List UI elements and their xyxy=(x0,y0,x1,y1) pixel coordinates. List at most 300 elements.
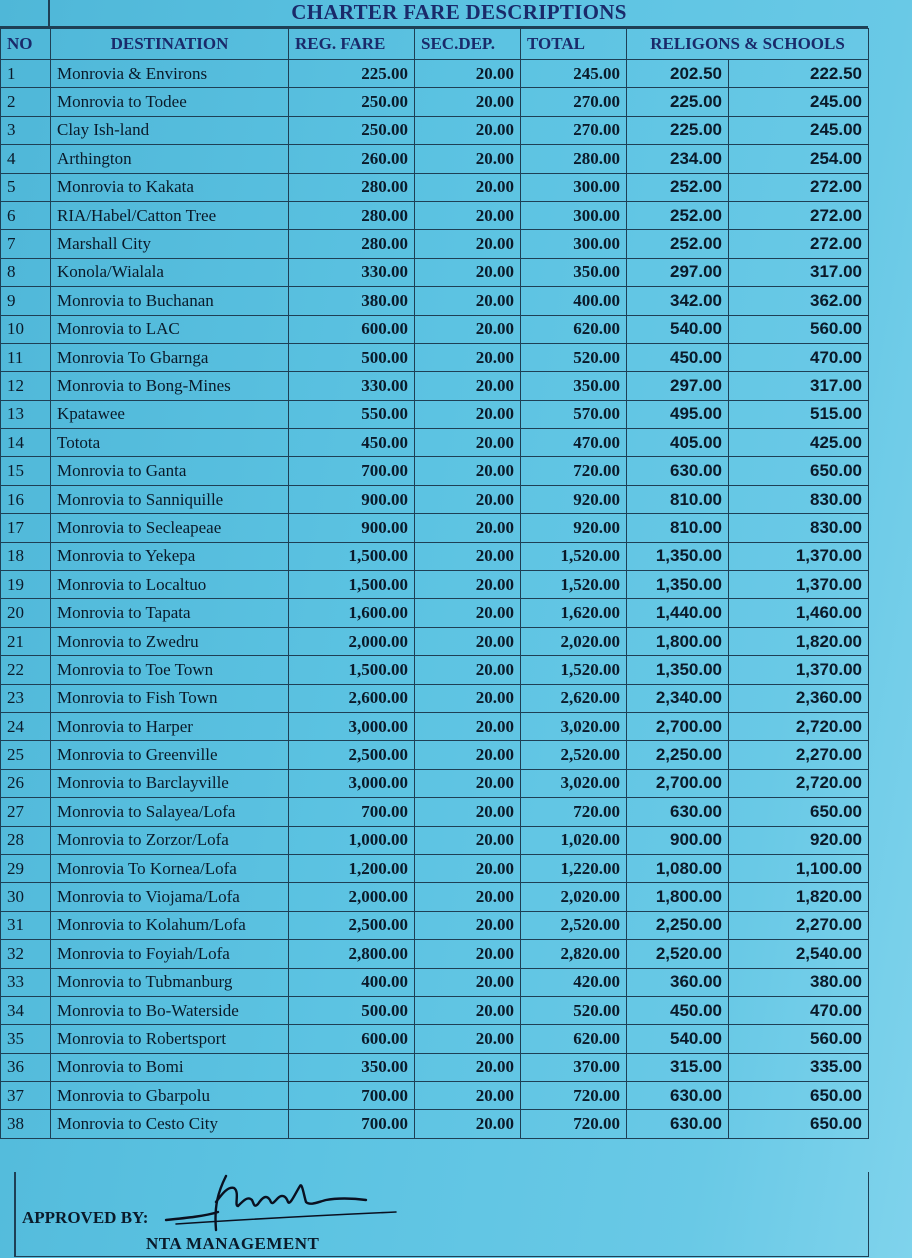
table-row xyxy=(1,911,869,939)
row-schools-fare: 222.50 xyxy=(729,60,869,88)
table-row xyxy=(1,230,869,258)
header-religions-schools: RELIGONS & SCHOOLS xyxy=(627,29,869,60)
row-number: 36 xyxy=(1,1053,51,1081)
row-reg-fare: 250.00 xyxy=(289,116,415,144)
row-sec-dep: 20.00 xyxy=(415,656,521,684)
row-religions-fare: 315.00 xyxy=(627,1053,729,1081)
table-row xyxy=(1,599,869,627)
row-number: 16 xyxy=(1,485,51,513)
row-reg-fare: 2,800.00 xyxy=(289,940,415,968)
row-religions-fare: 252.00 xyxy=(627,173,729,201)
row-reg-fare: 600.00 xyxy=(289,315,415,343)
row-sec-dep: 20.00 xyxy=(415,173,521,201)
row-destination: Totota xyxy=(51,429,289,457)
row-schools-fare: 2,720.00 xyxy=(729,712,869,740)
row-number: 32 xyxy=(1,940,51,968)
row-reg-fare: 3,000.00 xyxy=(289,712,415,740)
row-sec-dep: 20.00 xyxy=(415,627,521,655)
row-reg-fare: 550.00 xyxy=(289,400,415,428)
row-destination: Clay Ish-land xyxy=(51,116,289,144)
row-religions-fare: 225.00 xyxy=(627,88,729,116)
row-number: 38 xyxy=(1,1110,51,1138)
row-reg-fare: 1,500.00 xyxy=(289,571,415,599)
row-sec-dep: 20.00 xyxy=(415,826,521,854)
row-destination: Monrovia to Sanniquille xyxy=(51,485,289,513)
row-sec-dep: 20.00 xyxy=(415,599,521,627)
row-reg-fare: 700.00 xyxy=(289,457,415,485)
table-row xyxy=(1,741,869,769)
row-reg-fare: 280.00 xyxy=(289,173,415,201)
row-reg-fare: 1,500.00 xyxy=(289,656,415,684)
row-total: 2,520.00 xyxy=(521,911,627,939)
row-schools-fare: 650.00 xyxy=(729,1082,869,1110)
row-total: 3,020.00 xyxy=(521,712,627,740)
row-sec-dep: 20.00 xyxy=(415,429,521,457)
row-number: 20 xyxy=(1,599,51,627)
row-sec-dep: 20.00 xyxy=(415,343,521,371)
row-sec-dep: 20.00 xyxy=(415,287,521,315)
table-row xyxy=(1,854,869,882)
row-destination: Monrovia to Foyiah/Lofa xyxy=(51,940,289,968)
table-row xyxy=(1,315,869,343)
row-religions-fare: 630.00 xyxy=(627,457,729,485)
corner-cell xyxy=(0,0,50,28)
row-total: 720.00 xyxy=(521,1082,627,1110)
row-total: 370.00 xyxy=(521,1053,627,1081)
row-number: 31 xyxy=(1,911,51,939)
row-schools-fare: 1,820.00 xyxy=(729,627,869,655)
row-number: 2 xyxy=(1,88,51,116)
row-reg-fare: 330.00 xyxy=(289,372,415,400)
row-sec-dep: 20.00 xyxy=(415,258,521,286)
table-row xyxy=(1,201,869,229)
row-total: 270.00 xyxy=(521,116,627,144)
row-religions-fare: 1,350.00 xyxy=(627,542,729,570)
row-total: 280.00 xyxy=(521,145,627,173)
row-number: 33 xyxy=(1,968,51,996)
table-row xyxy=(1,400,869,428)
row-total: 2,020.00 xyxy=(521,883,627,911)
row-destination: Monrovia to Zorzor/Lofa xyxy=(51,826,289,854)
row-sec-dep: 20.00 xyxy=(415,1053,521,1081)
row-destination: Monrovia to Secleapeae xyxy=(51,514,289,542)
table-row xyxy=(1,372,869,400)
row-religions-fare: 630.00 xyxy=(627,798,729,826)
row-schools-fare: 560.00 xyxy=(729,1025,869,1053)
row-number: 35 xyxy=(1,1025,51,1053)
row-total: 3,020.00 xyxy=(521,769,627,797)
table-row xyxy=(1,258,869,286)
row-reg-fare: 260.00 xyxy=(289,145,415,173)
table-row xyxy=(1,1025,869,1053)
row-number: 3 xyxy=(1,116,51,144)
row-total: 1,520.00 xyxy=(521,656,627,684)
row-reg-fare: 2,500.00 xyxy=(289,911,415,939)
table-row xyxy=(1,684,869,712)
table-row xyxy=(1,627,869,655)
row-reg-fare: 250.00 xyxy=(289,88,415,116)
row-destination: Monrovia to Bo-Waterside xyxy=(51,996,289,1024)
row-religions-fare: 1,080.00 xyxy=(627,854,729,882)
row-destination: Monrovia to Fish Town xyxy=(51,684,289,712)
row-total: 720.00 xyxy=(521,1110,627,1138)
row-sec-dep: 20.00 xyxy=(415,684,521,712)
row-schools-fare: 425.00 xyxy=(729,429,869,457)
row-total: 520.00 xyxy=(521,343,627,371)
row-sec-dep: 20.00 xyxy=(415,315,521,343)
header-no: NO xyxy=(1,29,51,60)
row-religions-fare: 1,800.00 xyxy=(627,627,729,655)
row-religions-fare: 1,800.00 xyxy=(627,883,729,911)
row-total: 720.00 xyxy=(521,798,627,826)
row-schools-fare: 920.00 xyxy=(729,826,869,854)
row-sec-dep: 20.00 xyxy=(415,88,521,116)
row-total: 720.00 xyxy=(521,457,627,485)
row-number: 13 xyxy=(1,400,51,428)
row-religions-fare: 900.00 xyxy=(627,826,729,854)
row-schools-fare: 650.00 xyxy=(729,457,869,485)
signature-mark xyxy=(156,1172,416,1242)
row-number: 37 xyxy=(1,1082,51,1110)
table-row xyxy=(1,968,869,996)
row-religions-fare: 2,700.00 xyxy=(627,712,729,740)
row-reg-fare: 350.00 xyxy=(289,1053,415,1081)
row-destination: Monrovia to Kolahum/Lofa xyxy=(51,911,289,939)
row-destination: Kpatawee xyxy=(51,400,289,428)
row-destination: Monrovia to Barclayville xyxy=(51,769,289,797)
row-total: 570.00 xyxy=(521,400,627,428)
row-reg-fare: 600.00 xyxy=(289,1025,415,1053)
row-schools-fare: 560.00 xyxy=(729,315,869,343)
row-religions-fare: 1,350.00 xyxy=(627,656,729,684)
header-total: TOTAL xyxy=(521,29,627,60)
row-reg-fare: 330.00 xyxy=(289,258,415,286)
row-number: 22 xyxy=(1,656,51,684)
row-destination: Konola/Wialala xyxy=(51,258,289,286)
row-religions-fare: 495.00 xyxy=(627,400,729,428)
table-row xyxy=(1,485,869,513)
row-sec-dep: 20.00 xyxy=(415,968,521,996)
row-schools-fare: 2,540.00 xyxy=(729,940,869,968)
row-religions-fare: 234.00 xyxy=(627,145,729,173)
approval-footer xyxy=(14,1172,869,1257)
row-total: 2,620.00 xyxy=(521,684,627,712)
row-religions-fare: 252.00 xyxy=(627,230,729,258)
row-destination: Monrovia to Greenville xyxy=(51,741,289,769)
row-destination: Monrovia To Gbarnga xyxy=(51,343,289,371)
row-religions-fare: 1,440.00 xyxy=(627,599,729,627)
row-reg-fare: 280.00 xyxy=(289,201,415,229)
row-number: 23 xyxy=(1,684,51,712)
row-number: 9 xyxy=(1,287,51,315)
approved-by-label: APPROVED BY: xyxy=(22,1208,149,1227)
header-sec-dep: SEC.DEP. xyxy=(415,29,521,60)
table-row xyxy=(1,173,869,201)
row-destination: Monrovia to Bong-Mines xyxy=(51,372,289,400)
table-row xyxy=(1,287,869,315)
row-religions-fare: 810.00 xyxy=(627,485,729,513)
row-schools-fare: 272.00 xyxy=(729,173,869,201)
row-schools-fare: 380.00 xyxy=(729,968,869,996)
table-row xyxy=(1,996,869,1024)
row-schools-fare: 470.00 xyxy=(729,343,869,371)
row-total: 620.00 xyxy=(521,315,627,343)
row-reg-fare: 400.00 xyxy=(289,968,415,996)
row-destination: Monrovia to Localtuo xyxy=(51,571,289,599)
fare-table xyxy=(0,28,869,1139)
row-schools-fare: 245.00 xyxy=(729,116,869,144)
row-destination: Monrovia to Yekepa xyxy=(51,542,289,570)
table-row xyxy=(1,712,869,740)
page-title: CHARTER FARE DESCRIPTIONS xyxy=(50,0,868,28)
row-total: 300.00 xyxy=(521,230,627,258)
row-reg-fare: 280.00 xyxy=(289,230,415,258)
row-schools-fare: 1,370.00 xyxy=(729,542,869,570)
row-total: 1,220.00 xyxy=(521,854,627,882)
row-religions-fare: 225.00 xyxy=(627,116,729,144)
row-number: 30 xyxy=(1,883,51,911)
row-sec-dep: 20.00 xyxy=(415,741,521,769)
row-sec-dep: 20.00 xyxy=(415,457,521,485)
row-total: 245.00 xyxy=(521,60,627,88)
row-total: 1,520.00 xyxy=(521,542,627,570)
row-number: 8 xyxy=(1,258,51,286)
row-destination: RIA/Habel/Catton Tree xyxy=(51,201,289,229)
row-total: 2,820.00 xyxy=(521,940,627,968)
row-religions-fare: 297.00 xyxy=(627,258,729,286)
row-number: 21 xyxy=(1,627,51,655)
table-row xyxy=(1,571,869,599)
header-destination: DESTINATION xyxy=(51,29,289,60)
fare-table-body xyxy=(1,60,869,1139)
row-schools-fare: 1,370.00 xyxy=(729,571,869,599)
table-row xyxy=(1,1110,869,1138)
table-row xyxy=(1,826,869,854)
row-schools-fare: 362.00 xyxy=(729,287,869,315)
row-sec-dep: 20.00 xyxy=(415,230,521,258)
row-religions-fare: 405.00 xyxy=(627,429,729,457)
table-row xyxy=(1,88,869,116)
row-number: 4 xyxy=(1,145,51,173)
row-schools-fare: 1,820.00 xyxy=(729,883,869,911)
row-sec-dep: 20.00 xyxy=(415,400,521,428)
row-destination: Marshall City xyxy=(51,230,289,258)
row-number: 28 xyxy=(1,826,51,854)
row-religions-fare: 2,250.00 xyxy=(627,911,729,939)
row-sec-dep: 20.00 xyxy=(415,712,521,740)
row-reg-fare: 380.00 xyxy=(289,287,415,315)
row-sec-dep: 20.00 xyxy=(415,769,521,797)
table-header-row xyxy=(1,29,869,60)
row-destination: Monrovia to Ganta xyxy=(51,457,289,485)
row-reg-fare: 700.00 xyxy=(289,798,415,826)
row-total: 920.00 xyxy=(521,514,627,542)
row-number: 1 xyxy=(1,60,51,88)
row-reg-fare: 2,000.00 xyxy=(289,627,415,655)
row-religions-fare: 540.00 xyxy=(627,1025,729,1053)
row-number: 26 xyxy=(1,769,51,797)
row-number: 29 xyxy=(1,854,51,882)
management-label: NTA MANAGEMENT xyxy=(146,1234,320,1253)
row-total: 420.00 xyxy=(521,968,627,996)
row-destination: Monrovia to Toe Town xyxy=(51,656,289,684)
row-religions-fare: 202.50 xyxy=(627,60,729,88)
row-destination: Monrovia To Kornea/Lofa xyxy=(51,854,289,882)
row-schools-fare: 254.00 xyxy=(729,145,869,173)
row-sec-dep: 20.00 xyxy=(415,60,521,88)
row-number: 15 xyxy=(1,457,51,485)
row-schools-fare: 2,360.00 xyxy=(729,684,869,712)
table-row xyxy=(1,145,869,173)
row-reg-fare: 500.00 xyxy=(289,996,415,1024)
row-religions-fare: 450.00 xyxy=(627,996,729,1024)
table-row xyxy=(1,343,869,371)
row-religions-fare: 1,350.00 xyxy=(627,571,729,599)
row-sec-dep: 20.00 xyxy=(415,911,521,939)
row-sec-dep: 20.00 xyxy=(415,372,521,400)
row-schools-fare: 317.00 xyxy=(729,372,869,400)
row-sec-dep: 20.00 xyxy=(415,571,521,599)
row-number: 18 xyxy=(1,542,51,570)
row-total: 1,620.00 xyxy=(521,599,627,627)
row-schools-fare: 2,270.00 xyxy=(729,911,869,939)
row-sec-dep: 20.00 xyxy=(415,854,521,882)
row-destination: Monrovia to Tubmanburg xyxy=(51,968,289,996)
row-reg-fare: 700.00 xyxy=(289,1110,415,1138)
row-religions-fare: 342.00 xyxy=(627,287,729,315)
row-number: 27 xyxy=(1,798,51,826)
row-sec-dep: 20.00 xyxy=(415,1082,521,1110)
row-reg-fare: 2,000.00 xyxy=(289,883,415,911)
row-schools-fare: 335.00 xyxy=(729,1053,869,1081)
row-schools-fare: 272.00 xyxy=(729,201,869,229)
row-schools-fare: 317.00 xyxy=(729,258,869,286)
row-sec-dep: 20.00 xyxy=(415,940,521,968)
row-sec-dep: 20.00 xyxy=(415,116,521,144)
row-schools-fare: 245.00 xyxy=(729,88,869,116)
row-religions-fare: 2,250.00 xyxy=(627,741,729,769)
row-destination: Monrovia to Bomi xyxy=(51,1053,289,1081)
row-number: 10 xyxy=(1,315,51,343)
row-total: 400.00 xyxy=(521,287,627,315)
table-row xyxy=(1,798,869,826)
row-schools-fare: 1,370.00 xyxy=(729,656,869,684)
row-religions-fare: 2,700.00 xyxy=(627,769,729,797)
row-reg-fare: 450.00 xyxy=(289,429,415,457)
row-number: 17 xyxy=(1,514,51,542)
row-reg-fare: 3,000.00 xyxy=(289,769,415,797)
row-sec-dep: 20.00 xyxy=(415,798,521,826)
row-number: 25 xyxy=(1,741,51,769)
row-schools-fare: 830.00 xyxy=(729,514,869,542)
row-sec-dep: 20.00 xyxy=(415,514,521,542)
row-religions-fare: 630.00 xyxy=(627,1082,729,1110)
row-destination: Monrovia to Gbarpolu xyxy=(51,1082,289,1110)
row-total: 300.00 xyxy=(521,201,627,229)
row-total: 2,020.00 xyxy=(521,627,627,655)
row-number: 14 xyxy=(1,429,51,457)
table-row xyxy=(1,116,869,144)
table-row xyxy=(1,1053,869,1081)
table-row xyxy=(1,542,869,570)
row-reg-fare: 1,500.00 xyxy=(289,542,415,570)
row-reg-fare: 500.00 xyxy=(289,343,415,371)
row-reg-fare: 1,600.00 xyxy=(289,599,415,627)
row-schools-fare: 2,270.00 xyxy=(729,741,869,769)
row-reg-fare: 2,600.00 xyxy=(289,684,415,712)
row-destination: Monrovia & Environs xyxy=(51,60,289,88)
table-row xyxy=(1,769,869,797)
row-sec-dep: 20.00 xyxy=(415,145,521,173)
row-destination: Monrovia to Buchanan xyxy=(51,287,289,315)
row-religions-fare: 2,340.00 xyxy=(627,684,729,712)
table-row xyxy=(1,1082,869,1110)
row-number: 11 xyxy=(1,343,51,371)
table-row xyxy=(1,514,869,542)
table-row xyxy=(1,429,869,457)
row-destination: Monrovia to Kakata xyxy=(51,173,289,201)
row-total: 1,520.00 xyxy=(521,571,627,599)
row-religions-fare: 252.00 xyxy=(627,201,729,229)
header-reg-fare: REG. FARE xyxy=(289,29,415,60)
row-reg-fare: 1,000.00 xyxy=(289,826,415,854)
row-destination: Monrovia to Viojama/Lofa xyxy=(51,883,289,911)
row-religions-fare: 297.00 xyxy=(627,372,729,400)
row-total: 470.00 xyxy=(521,429,627,457)
row-schools-fare: 2,720.00 xyxy=(729,769,869,797)
row-religions-fare: 540.00 xyxy=(627,315,729,343)
table-row xyxy=(1,940,869,968)
row-reg-fare: 2,500.00 xyxy=(289,741,415,769)
row-sec-dep: 20.00 xyxy=(415,485,521,513)
row-religions-fare: 630.00 xyxy=(627,1110,729,1138)
row-reg-fare: 1,200.00 xyxy=(289,854,415,882)
row-sec-dep: 20.00 xyxy=(415,1025,521,1053)
row-religions-fare: 360.00 xyxy=(627,968,729,996)
row-religions-fare: 450.00 xyxy=(627,343,729,371)
row-schools-fare: 515.00 xyxy=(729,400,869,428)
row-schools-fare: 830.00 xyxy=(729,485,869,513)
row-total: 620.00 xyxy=(521,1025,627,1053)
row-number: 19 xyxy=(1,571,51,599)
row-sec-dep: 20.00 xyxy=(415,201,521,229)
row-destination: Monrovia to Todee xyxy=(51,88,289,116)
row-number: 34 xyxy=(1,996,51,1024)
row-total: 350.00 xyxy=(521,372,627,400)
row-sec-dep: 20.00 xyxy=(415,883,521,911)
row-schools-fare: 650.00 xyxy=(729,1110,869,1138)
row-total: 920.00 xyxy=(521,485,627,513)
table-row xyxy=(1,457,869,485)
row-number: 12 xyxy=(1,372,51,400)
row-destination: Monrovia to Harper xyxy=(51,712,289,740)
row-schools-fare: 650.00 xyxy=(729,798,869,826)
row-religions-fare: 2,520.00 xyxy=(627,940,729,968)
row-total: 350.00 xyxy=(521,258,627,286)
row-destination: Monrovia to Robertsport xyxy=(51,1025,289,1053)
row-reg-fare: 900.00 xyxy=(289,514,415,542)
row-destination: Monrovia to Cesto City xyxy=(51,1110,289,1138)
row-schools-fare: 470.00 xyxy=(729,996,869,1024)
row-schools-fare: 1,100.00 xyxy=(729,854,869,882)
row-destination: Monrovia to Tapata xyxy=(51,599,289,627)
table-row xyxy=(1,883,869,911)
row-number: 5 xyxy=(1,173,51,201)
table-row xyxy=(1,656,869,684)
row-number: 24 xyxy=(1,712,51,740)
row-destination: Monrovia to Zwedru xyxy=(51,627,289,655)
row-number: 7 xyxy=(1,230,51,258)
